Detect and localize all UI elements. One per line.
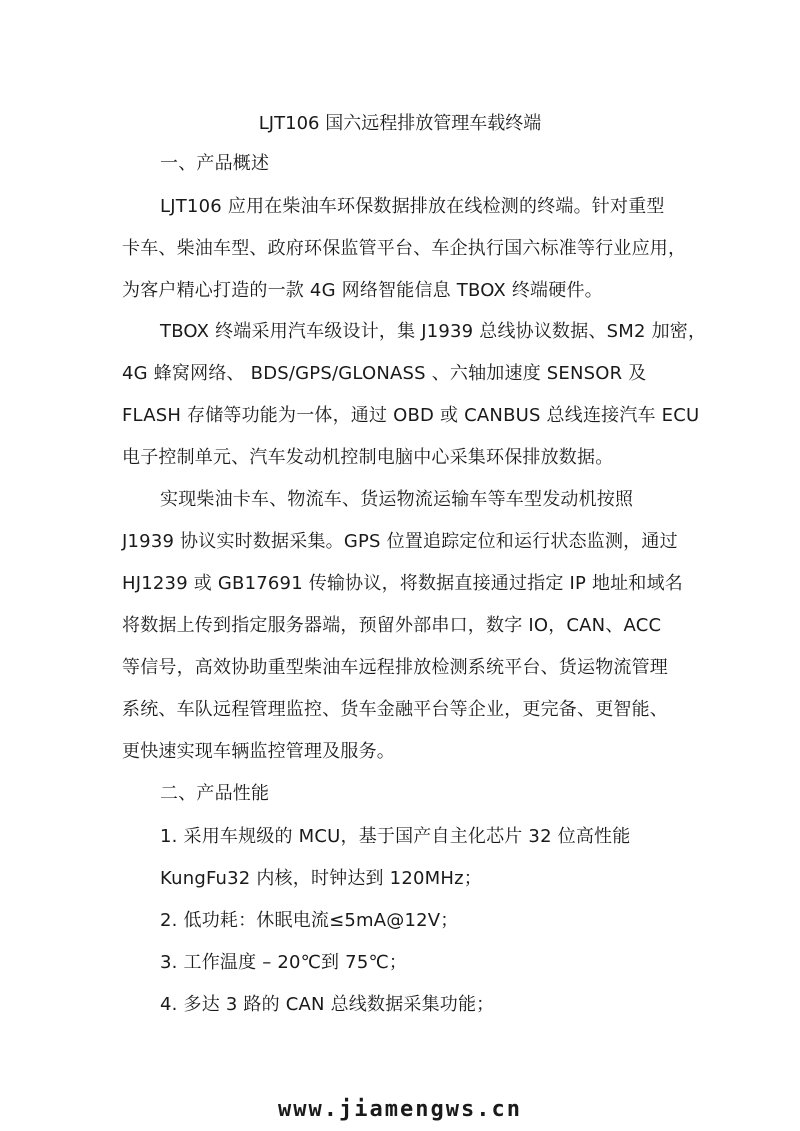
paragraph-line: LJT106 应用在柴油车环保数据排放在线检测的终端。针对重型: [160, 196, 665, 217]
section-heading-overview: 一、产品概述: [160, 153, 270, 174]
paragraph-line: 系统、车队远程管理监控、货车金融平台等企业，更完备、更智能、: [122, 699, 668, 720]
section-heading-performance: 二、产品性能: [160, 783, 270, 804]
paragraph-line: 实现柴油卡车、物流车、货运物流运输车等车型发动机按照: [160, 489, 634, 510]
paragraph-line: 卡车、柴油车型、政府环保监管平台、车企执行国六标准等行业应用，: [122, 238, 687, 259]
list-item: 3. 工作温度 – 20℃到 75℃；: [160, 952, 408, 973]
paragraph-line: 为客户精心打造的一款 4G 网络智能信息 TBOX 终端硬件。: [122, 280, 603, 301]
list-item: 2. 低功耗：休眠电流≤5mA@12V；: [160, 910, 459, 931]
list-item: 1. 采用车规级的 MCU，基于国产自主化芯片 32 位高性能: [160, 826, 631, 847]
list-item: 4. 多达 3 路的 CAN 总线数据采集功能；: [160, 994, 495, 1015]
paragraph-line: 电子控制单元、汽车发动机控制电脑中心采集环保排放数据。: [122, 447, 614, 468]
watermark-url: www.jiamengws.cn: [278, 1097, 522, 1122]
paragraph-line: TBOX 终端采用汽车级设计，集 J1939 总线协议数据、SM2 加密，: [160, 321, 707, 342]
list-item: KungFu32 内核，时钟达到 120MHz；: [160, 868, 482, 889]
document-title: LJT106 国六远程排放管理车载终端: [258, 113, 542, 134]
paragraph-line: FLASH 存储等功能为一体，通过 OBD 或 CANBUS 总线连接汽车 ECU: [122, 405, 700, 426]
paragraph-line: 4G 蜂窝网络、 BDS/GPS/GLONASS 、六轴加速度 SENSOR 及: [122, 363, 647, 384]
paragraph-line: 等信号，高效协助重型柴油车远程排放检测系统平台、货运物流管理: [122, 657, 668, 678]
paragraph-line: 将数据上传到指定服务器端，预留外部串口，数字 IO，CAN、ACC: [122, 615, 662, 636]
paragraph-line: 更快速实现车辆监控管理及服务。: [122, 741, 395, 762]
paragraph-line: J1939 协议实时数据采集。GPS 位置追踪定位和运行状态监测，通过: [122, 531, 678, 552]
paragraph-line: HJ1239 或 GB17691 传输协议，将数据直接通过指定 IP 地址和域名: [122, 573, 683, 594]
